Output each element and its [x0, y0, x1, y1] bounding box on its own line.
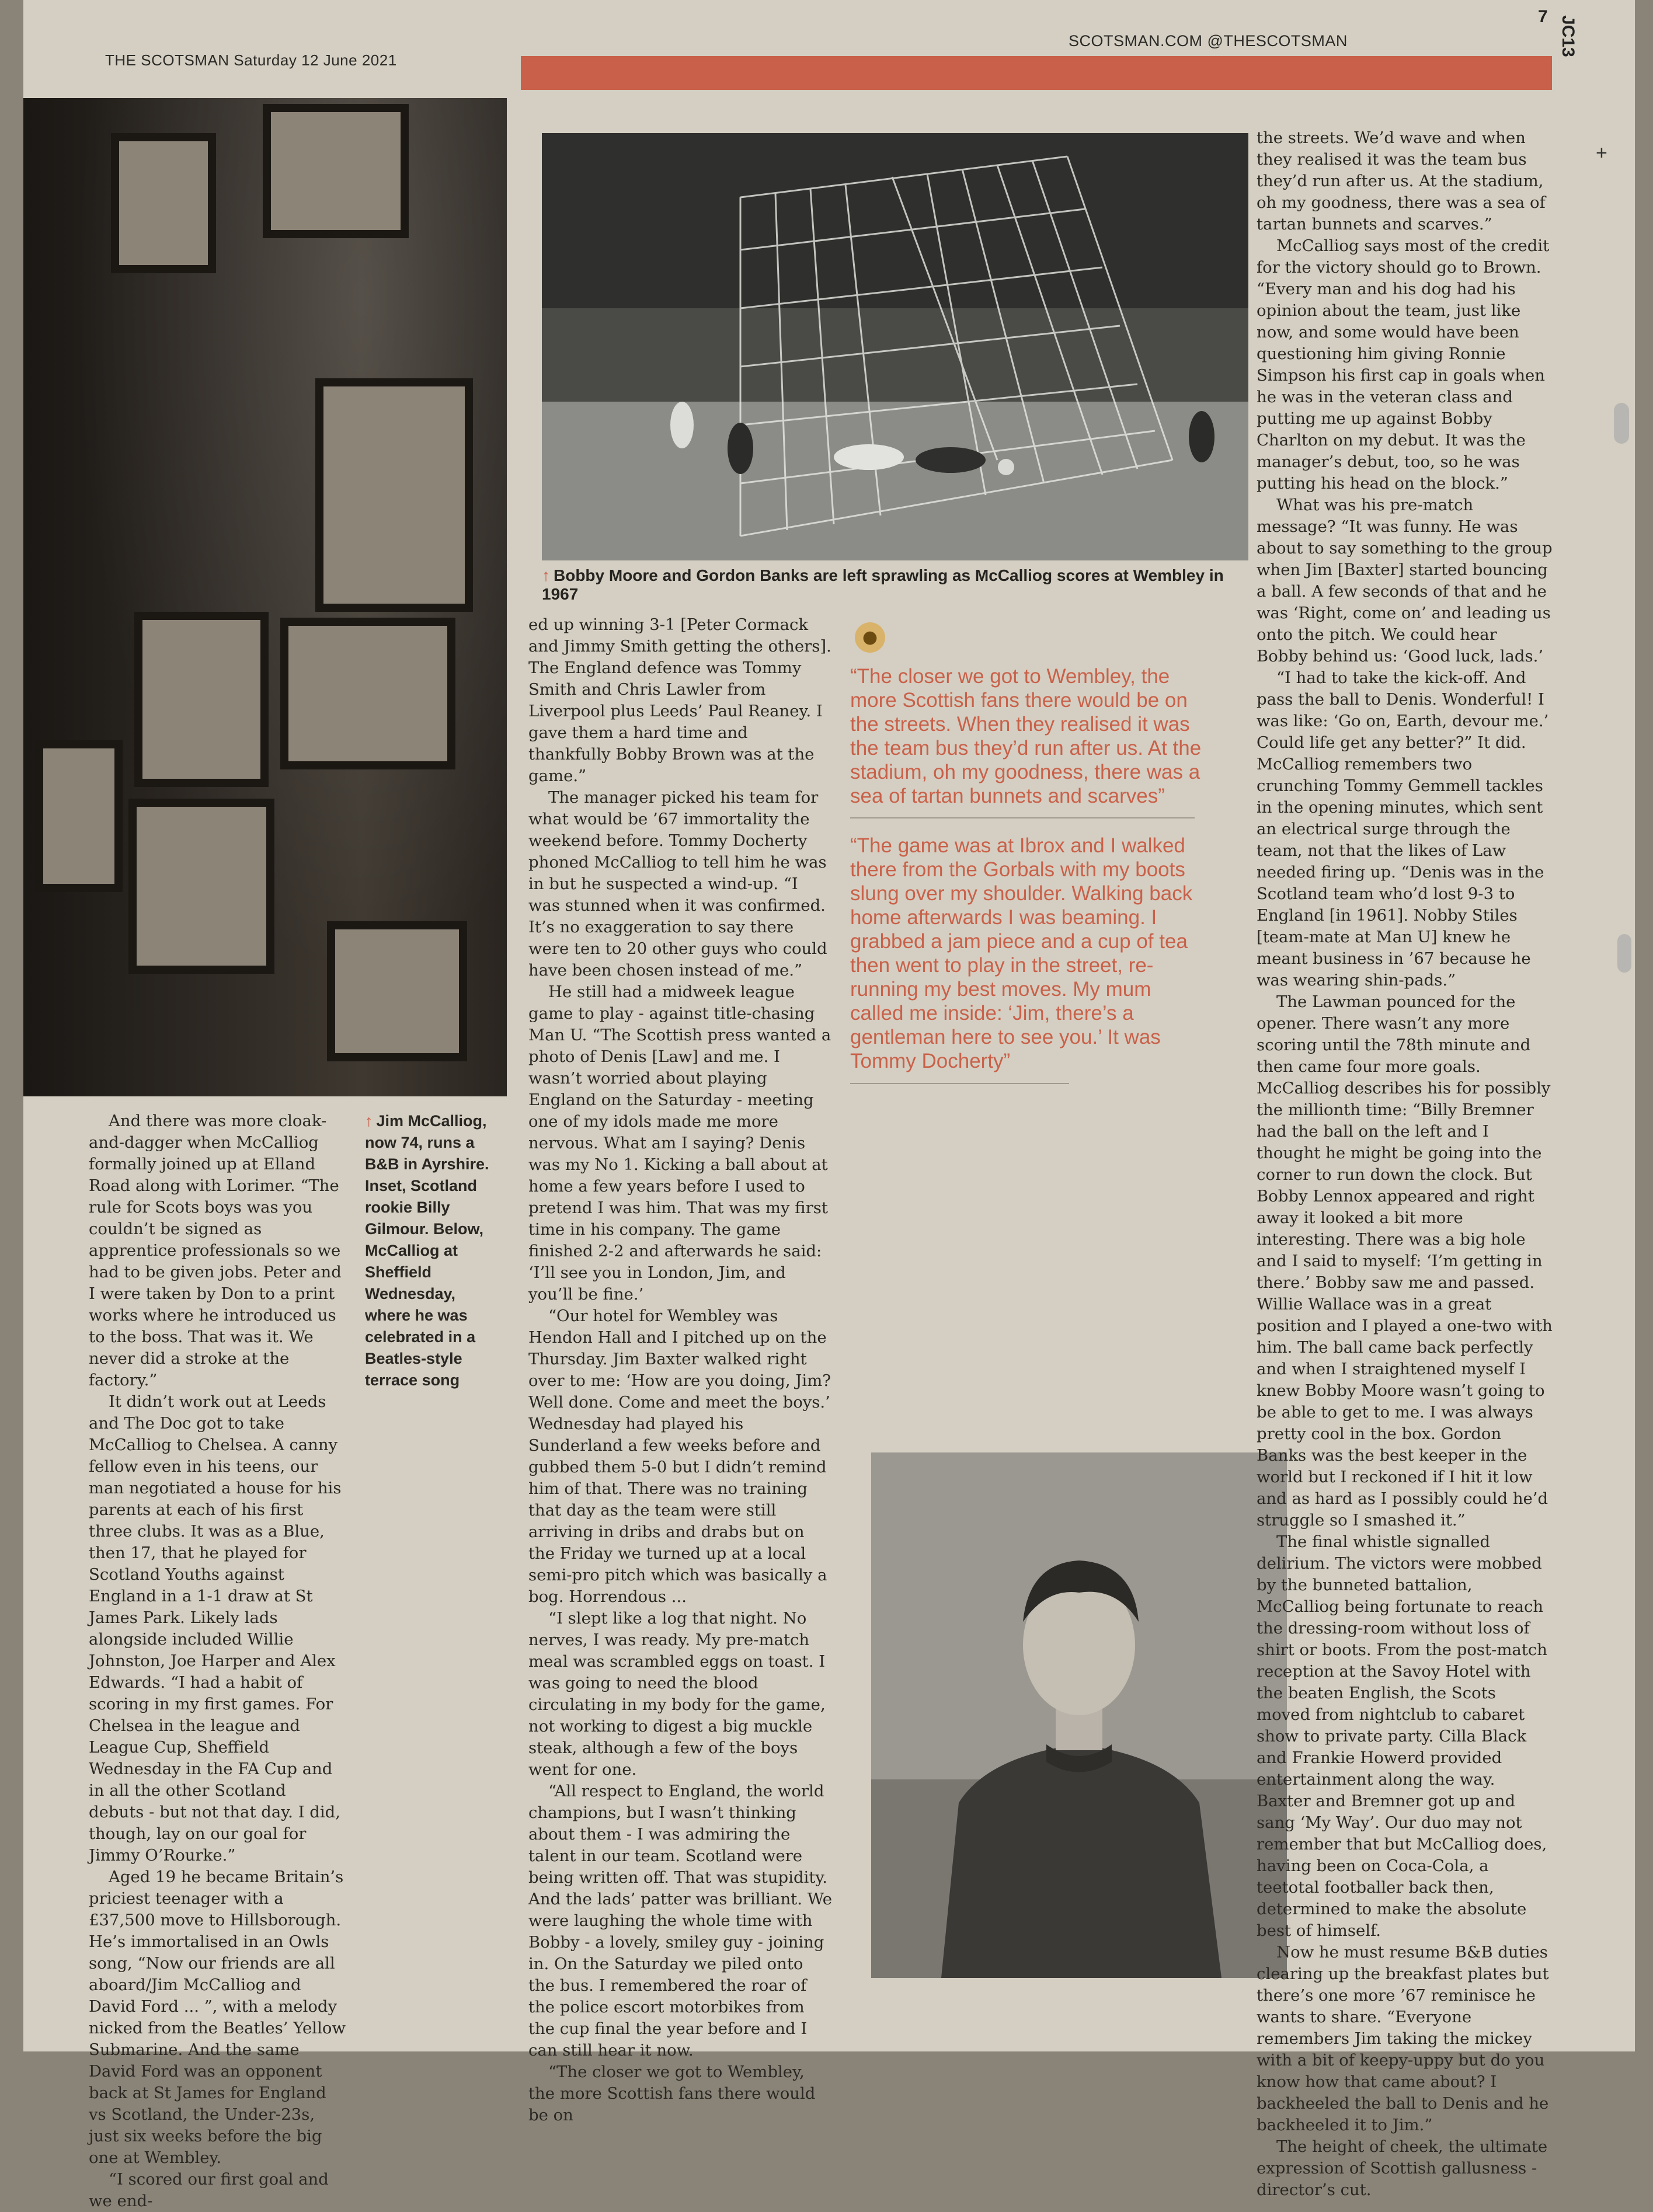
side-caption: ↑ Jim McCalliog, now 74, runs a B&B in Ayrshire. Inset, Scotland rookie Billy Gilmour. Below, McCalliog at Sheffield Wednesday, where he was celebrated in a Beatles-style terrace song [365, 1112, 489, 1389]
pull-quote-divider [850, 817, 1195, 818]
website-handle: SCOTSMAN.COM @THESCOTSMAN [1069, 32, 1348, 50]
article-column-1 [89, 1110, 346, 2212]
goal-net-illustration [542, 133, 1248, 560]
registration-mark: + [1596, 142, 1607, 164]
binder-clip [1617, 934, 1631, 973]
up-arrow-icon: ↑ [542, 566, 550, 584]
paragraph: “Our hotel for Wembley was Hendon Hall and I pitched up on the Thursday. Jim Baxter walked right over to me: ‘How are you doing, Jim? Well done. Come and meet the boys.’ Wednesday had played his Sunderland a few weeks before and gubbed them 5-0 but I didn’t remind him of that. There was no training that day as the team were still arriving in dribs and drabs but on the Friday we turned up at a local semi-pro pitch which was basically a bog. Horrendous ... [528, 1307, 831, 1606]
paragraph: What was his pre-match message? “It was funny. He was about to say something to the group when Jim [Baxter] started bouncing a ball. A few seconds of that and he was ‘Right, come on’ and leading us onto the pitch. We could hear Bobby behind us: ‘Good luck, lads.’ [1257, 496, 1553, 666]
paragraph: McCalliog says most of the credit for the victory should go to Brown. “Every man and his dog had his opinion about the team, just like now, and some would have been questioning him giving Ronnie Simpson his first cap in goals when he was in the veteran class and putting me up against Bobby Charlton on my debut. It was the manager’s debut, too, so he was putting his head on the block.” [1257, 236, 1550, 493]
photo-frame [111, 133, 216, 273]
masthead-dateline: THE SCOTSMAN Saturday 12 June 2021 [105, 51, 397, 69]
paragraph: “The closer we got to Wembley, the more Scottish fans there would be on [528, 2063, 816, 2124]
mccalliog-portrait-photo [871, 1452, 1287, 1978]
photo-frame [280, 618, 455, 769]
paragraph: ed up winning 3-1 [Peter Cormack and Jimmy Smith getting the others]. The England defence was Tommy Smith and Chris Lawler from Liverpool plus Leeds’ Paul Reaney. I gave them a hard time and thankfully Bobby Brown was at the game.” [528, 615, 831, 785]
pull-quote-divider [850, 1083, 1069, 1084]
pull-quote-2: “The game was at Ibrox and I walked there from the Gorbals with my boots slung over my shoulder. Walking back home afterwards I was beaming. I grabbed a jam piece and a cup of tea then went to play in the street, re-running my best moves. My mum called me inside: ‘Jim, there’s a gentleman here to see you.’ It was Tommy Docherty” [850, 834, 1193, 1072]
photo-frame [128, 799, 274, 974]
paragraph: And there was more cloak-and-dagger when McCalliog formally joined up at Elland Road along with Lorimer. “The rule for Scots boys was you couldn’t be signed as apprentice professionals so we had to be given jobs. Peter and I were taken by Don to a print works where he introduced us to the boss. That was it. We never did a stroke at the factory.” [89, 1112, 342, 1389]
paragraph: Now he must resume B&B duties clearing up the breakfast plates but there’s one more ’67 reminisce he wants to share. “Everyone remembers Jim taking the mickey with a bit of keepy-uppy but do you know how that came about? I backheeled the ball to Denis and he backheeled it to Jim.” [1257, 1943, 1549, 2134]
paragraph: “I scored our first goal and we end- [89, 2170, 329, 2210]
paragraph: The manager picked his team for what would be ’67 immortality the weekend before. Tommy Docherty phoned McCalliog to tell him he was in but he suspected a wind-up. “I was stunned when it was confirmed. It’s no exaggeration to say there were ten to 20 other guys who could have been chosen instead of me.” [528, 788, 827, 980]
photo-frame [263, 104, 409, 238]
microphone-icon: ● [855, 622, 885, 653]
paragraph: He still had a midweek league game to play - against title-chasing Man U. “The Scottish press wanted a photo of Denis [Law] and me. I wasn’t worried about playing England on the Saturday - meeting one of my idols made me more nervous. What am I saying? Denis was my No 1. Kicking a ball about at home a few years before I used to pretend I was him. That was my first time in his company. The game finished 2-2 and afterwards he said: ‘I’ll see you in London, Jim, and you’ll be fine.’ [528, 983, 831, 1304]
photo-frame [134, 612, 269, 787]
photo-frame [35, 740, 123, 892]
memorabilia-photo [23, 98, 507, 1096]
page-number: 7 [1538, 7, 1548, 26]
wembley-goal-photo [542, 133, 1248, 560]
section-tag: JC13 [1558, 15, 1578, 57]
portrait-illustration [871, 1452, 1287, 1978]
paragraph: It didn’t work out at Leeds and The Doc got to take McCalliog to Chelsea. A canny fellow even in his teens, our man negotiated a house for his parents at each of his first three clubs. It was as a Blue, then 17, that he played for Scotland Youths against England in a 1-1 draw at St James Park. Likely lads alongside included Willie Johnston, Joe Harper and Alex Edwards. “I had a habit of scoring in my first games. For Chelsea in the league and League Cup, Sheffield Wednesday in the FA Cup and in all the other Scotland debuts - but not that day. I did, though, lay on our goal for Jimmy O’Rourke.” [89, 1392, 342, 1865]
article-column-2 [528, 614, 833, 2126]
paragraph: “I slept like a log that night. No nerves, I was ready. My pre-match meal was scrambled eggs on toast. I was going to need the blood circulating in my body for the game, not working to digest a big muckle steak, although a few of the boys went for one. [528, 1609, 826, 1779]
paragraph: “I had to take the kick-off. And pass the ball to Denis. Wonderful! I was like: ‘Go on, Earth, devour me.’ Could life get any better?” It did. McCalliog remembers two crunching Tommy Gemmell tackles in the opening minutes, which sent an electrical surge through the team, not that the likes of Law needed firing up. “Denis was in the Scotland team who’d lost 9-3 to England [in 1961]. Nobby Stiles [team-mate at Man U] knew he meant business in ’67 because he was wearing shin-pads.” [1257, 668, 1549, 990]
paragraph: The final whistle signalled delirium. The victors were mobbed by the bunneted battalion, McCalliog being fortunate to reach the dressing-room without loss of shirt or boots. From the post-match reception at the Savoy Hotel with the beaten English, the Scots moved from nightclub to cabaret show to private party. Cilla Black and Frankie Howerd provided entertainment along the way. Baxter and Bremner got up and sang ‘My Way’. Our duo may not remember that but McCalliog does, having been on Coca-Cola, a teetotal footballer back then, determined to make the absolute best of himself. [1257, 1532, 1547, 1940]
paragraph: The height of cheek, the ultimate expression of Scottish gallusness - director’s cut. [1257, 2137, 1548, 2199]
paragraph: the streets. We’d wave and when they realised it was the team bus they’d run after us. At the stadium, oh my goodness, there was a sea of tartan bunnets and scarves.” [1257, 128, 1546, 234]
paragraph: “All respect to England, the world champions, but I wasn’t thinking about them - I was admiring the talent in our team. Scotland were being written off. That was stupidity. And the lads’ patter was brilliant. We were laughing the whole time with Bobby - a lovely, smiley guy - joining in. On the Saturday we piled onto the bus. I remembered the roar of the police escort motorbikes from the cup final the year before and I can still hear it now. [528, 1782, 833, 2060]
up-arrow-icon: ↑ [365, 1112, 373, 1130]
photo-frame [327, 921, 467, 1061]
paragraph: Aged 19 he became Britain’s priciest teenager with a £37,500 move to Hillsborough. He’s immortalised in an Owls song, “Now our friends are all aboard/Jim McCalliog and David Ford ... ”, with a melody nicked from the Beatles’ Yellow Submarine. And the same David Ford was an opponent back at St James for England vs Scotland, the Under-23s, just six weeks before the big one at Wembley. [89, 1868, 346, 2167]
paragraph: The Lawman pounced for the opener. There wasn’t any more scoring until the 78th minute and then came four more goals. McCalliog describes his for possibly the millionth time: “Billy Bremner had the ball on the left and I thought he might be going into the corner to run down the clock. But Bobby Lennox appeared and right away it looked a bit more interesting. There was a big hole and I said to myself: ‘I’m getting in there.’ Bobby saw me and passed. Willie Wallace was in a great position and I played a one-two with him. The ball came back perfectly and when I straightened myself I knew Bobby Moore wasn’t going to be able to get to me. I was always pretty cool in the box. Gordon Banks was the best keeper in the world but I reckoned if I hit it low and as hard as I possibly could he’d struggle so I smashed it.” [1257, 992, 1553, 1530]
photo-caption: ↑ Bobby Moore and Gordon Banks are left sprawling as McCalliog scores at Wembley in 1967 [542, 566, 1224, 603]
article-column-3 [1257, 127, 1553, 2201]
photo-frame [315, 378, 473, 612]
accent-bar [521, 56, 1552, 90]
pull-quote-1: “The closer we got to Wembley, the more Scottish fans there would be on the streets. When they realised it was the team bus they’d run after us. At the stadium, oh my goodness, there was a sea of tartan bunnets and scarves” [850, 665, 1202, 807]
newspaper-page [23, 0, 1635, 2210]
binder-clip [1614, 403, 1629, 444]
